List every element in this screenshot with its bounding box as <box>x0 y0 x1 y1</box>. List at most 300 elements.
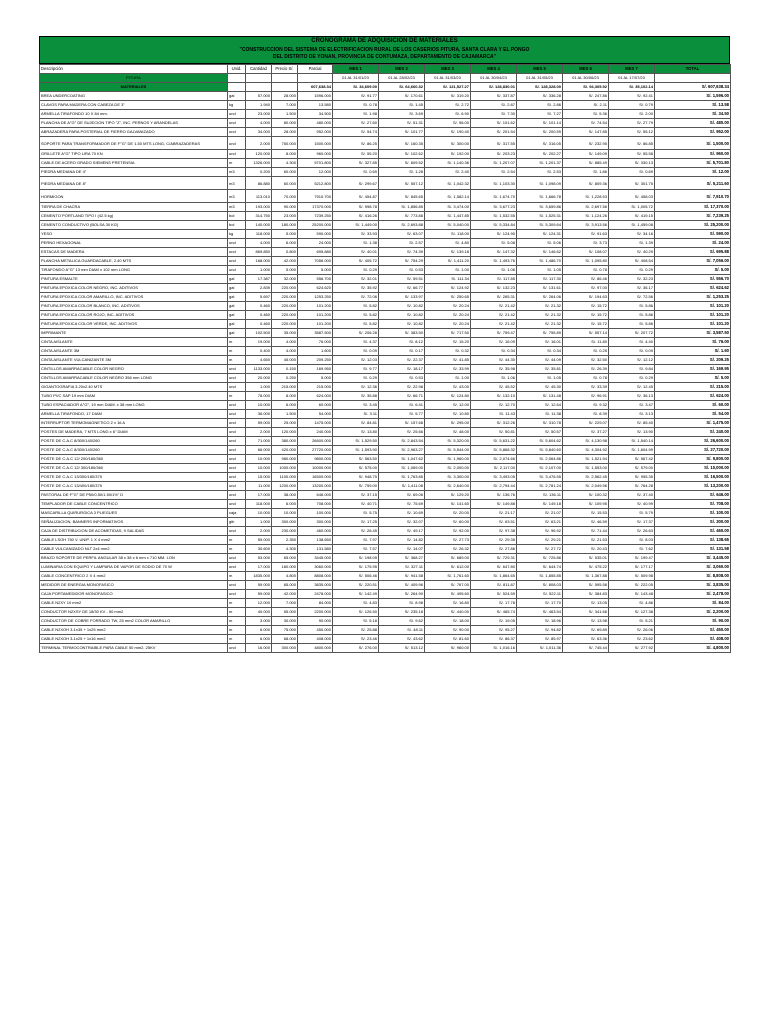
item-description: PIEDRA MEDIANA DE 4" <box>40 168 228 177</box>
item-unit: und <box>228 590 246 599</box>
item-total: S/. 7,910.70 <box>655 190 731 203</box>
item-total: S/. 450.00 <box>655 626 731 635</box>
item-mes-4: S/. 17.78 <box>471 599 517 608</box>
item-total: S/. 5,211.60 <box>655 177 731 190</box>
item-mes-5: S/. 202.27 <box>517 150 563 159</box>
item-unit: m <box>228 536 246 545</box>
item-mes-5: S/. 21.32 <box>517 320 563 329</box>
item-mes-2: S/. 14.07 <box>379 545 425 554</box>
item-mes-3: S/. 5,544.00 <box>425 446 471 455</box>
mes-7-range: 01 AL 17/07/23 <box>609 74 655 83</box>
item-mes-2: S/. 5.77 <box>379 410 425 419</box>
item-mes-2: S/. 0.53 <box>379 266 425 275</box>
item-mes-7: S/. 764.28 <box>609 482 655 491</box>
item-mes-3: S/. 4.80 <box>425 239 471 248</box>
item-mes-5: S/. 2.53 <box>517 168 563 177</box>
item-mes-2: S/. 941.58 <box>379 572 425 581</box>
table-row <box>40 392 731 401</box>
item-mes-4: S/. 1.06 <box>471 374 517 383</box>
item-parcial: 960.000 <box>298 150 333 159</box>
item-parcial: 34.500 <box>298 110 333 119</box>
item-mes-3: S/. 0.32 <box>425 347 471 356</box>
table-row <box>40 536 731 545</box>
item-mes-7: S/. 408.54 <box>609 257 655 266</box>
item-description: CABLE LSOH 750 V. UNIP. 1 X 4 mm2 <box>40 536 228 545</box>
item-mes-3: S/. 295.00 <box>425 419 471 428</box>
group-mes-3: S/. 121,527.27 <box>425 83 471 92</box>
item-description: PASTORAL DE F°G° DE P50/0.50/1.50/1½" D <box>40 491 228 500</box>
item-quantity: 30.600 <box>246 545 272 554</box>
item-parcial: 624.000 <box>298 392 333 401</box>
item-unit: und <box>228 554 246 563</box>
item-mes-5: S/. 200.59 <box>517 128 563 137</box>
item-description: CAJA DE DISTRIBUCION DE ACOMETIDAS, 9 SALIDAS <box>40 527 228 536</box>
item-description: PINTURA EPOXICA COLOR BLANCO, INC. ADITIVOS <box>40 302 228 311</box>
item-mes-7: S/. 177.17 <box>609 563 655 572</box>
item-price: 120.000 <box>272 428 298 437</box>
item-mes-1: S/. 40.01 <box>333 248 379 257</box>
table-row <box>40 401 731 410</box>
item-mes-1: S/. 54.74 <box>333 128 379 137</box>
table-row <box>40 554 731 563</box>
item-mes-7: S/. 207.72 <box>609 329 655 338</box>
item-mes-7: S/. 12.45 <box>609 383 655 392</box>
item-mes-5: S/. 45.30 <box>517 383 563 392</box>
item-unit: und <box>228 455 246 464</box>
item-parcial: 3587.500 <box>298 329 333 338</box>
item-description: PINTURA EPOXICA COLOR VERDE, INC. ADITIVOS <box>40 320 228 329</box>
item-parcial: 10000.000 <box>298 464 333 473</box>
item-description: YESO <box>40 230 228 239</box>
item-mes-2: S/. 22.37 <box>379 356 425 365</box>
item-quantity: 113.010 <box>246 190 272 203</box>
table-row <box>40 203 731 212</box>
table-row <box>40 311 731 320</box>
item-mes-7: S/. 458.03 <box>609 190 655 203</box>
item-total: S/. 7,239.25 <box>655 212 731 221</box>
item-mes-1: S/. 5.75 <box>333 509 379 518</box>
item-unit: gal <box>228 275 246 284</box>
item-quantity: 10.000 <box>246 455 272 464</box>
item-mes-5: S/. 2.86 <box>517 101 563 110</box>
item-description: TEMPLADOR DE CABLE CONCENTRICO <box>40 500 228 509</box>
item-total: S/. 8,808.00 <box>655 572 731 581</box>
item-mes-3: S/. 190.40 <box>425 128 471 137</box>
item-mes-7: S/. 5.86 <box>609 320 655 329</box>
col-unid: Unid. <box>228 65 246 74</box>
item-total: S/. 26,600.00 <box>655 437 731 446</box>
table-row <box>40 137 731 150</box>
item-mes-4: S/. 337.87 <box>471 92 517 101</box>
item-mes-4: S/. 2,794.44 <box>471 482 517 491</box>
item-unit: m <box>228 599 246 608</box>
item-mes-3: S/. 12.00 <box>425 401 471 410</box>
item-mes-2: S/. 557.12 <box>379 177 425 190</box>
item-mes-3: S/. 300.00 <box>425 137 471 150</box>
item-mes-2: S/. 6.41 <box>379 401 425 410</box>
item-mes-1: S/. 5.18 <box>333 617 379 626</box>
item-mes-1: S/. 142.49 <box>333 590 379 599</box>
item-quantity: 2.000 <box>246 527 272 536</box>
item-mes-1: S/. 5.82 <box>333 311 379 320</box>
item-mes-4: S/. 201.54 <box>471 128 517 137</box>
item-unit: gal <box>228 293 246 302</box>
item-mes-1: S/. 998.78 <box>333 203 379 212</box>
item-mes-4: S/. 1,674.70 <box>471 190 517 203</box>
item-unit: gal <box>228 329 246 338</box>
item-mes-2: S/. 22.98 <box>379 383 425 392</box>
item-mes-3: S/. 33.99 <box>425 365 471 374</box>
item-parcial: 13.580 <box>298 101 333 110</box>
item-quantity: 59.000 <box>246 419 272 428</box>
item-price: 60.000 <box>272 168 298 177</box>
col-mes-3: MES 3 <box>425 65 471 74</box>
item-mes-5: S/. 3,659.86 <box>517 203 563 212</box>
item-mes-6: S/. 341.66 <box>563 608 609 617</box>
item-quantity: 193.000 <box>246 203 272 212</box>
item-quantity: 1326.000 <box>246 159 272 168</box>
item-mes-1: S/. 575.00 <box>333 464 379 473</box>
item-mes-6: S/. 8.39 <box>563 410 609 419</box>
item-parcial: 101.200 <box>298 320 333 329</box>
item-mes-4: S/. 3,493.05 <box>471 473 517 482</box>
item-mes-6: S/. 885.49 <box>563 159 609 168</box>
item-mes-5: S/. 1,011.36 <box>517 644 563 653</box>
item-total: S/. 54.00 <box>655 410 731 419</box>
item-mes-7: S/. 26.06 <box>609 626 655 635</box>
item-mes-3: S/. 5,040.00 <box>425 221 471 230</box>
item-mes-6: S/. 63.36 <box>563 635 609 644</box>
item-description: MEDIDOR DE ENERGIA MONOFASICO <box>40 581 228 590</box>
item-description: PLANCHA METALICA GUARDACABLE, 2.40 MTS <box>40 257 228 266</box>
item-quantity: 1.000 <box>246 518 272 527</box>
item-mes-2: S/. 10.82 <box>379 302 425 311</box>
item-mes-2: S/. 0.53 <box>379 374 425 383</box>
item-mes-7: S/. 3.47 <box>609 401 655 410</box>
item-mes-2: S/. 63.07 <box>379 230 425 239</box>
item-description: CABLE VULCANIZADO NLT 2x4 mm2 <box>40 545 228 554</box>
subtitle-line-2: DEL DISTRITO DE YONAN, PROVINCIA DE CONTUMAZA, DEPARTAMENTO DE CAJAMARCA" <box>272 54 497 60</box>
item-total: S/. 138.65 <box>655 536 731 545</box>
item-unit: gal <box>228 320 246 329</box>
item-mes-3: S/. 6.90 <box>425 110 471 119</box>
item-unit: gal <box>228 302 246 311</box>
item-total: S/. 101.20 <box>655 311 731 320</box>
item-mes-4: S/. 44.30 <box>471 356 517 365</box>
item-total: S/. 646.00 <box>655 491 731 500</box>
table-row <box>40 644 731 653</box>
table-row <box>40 221 731 230</box>
item-quantity: 34.000 <box>246 128 272 137</box>
item-unit: und <box>228 383 246 392</box>
group-label: MATERIALES <box>40 83 228 92</box>
item-mes-7: S/. 277.92 <box>609 644 655 653</box>
item-mes-1: S/. 506.46 <box>333 572 379 581</box>
item-mes-2: S/. 74.39 <box>379 248 425 257</box>
item-mes-4: S/. 21.42 <box>471 311 517 320</box>
table-row <box>40 159 731 168</box>
col-mes-7: MES 7 <box>609 65 655 74</box>
item-mes-1: S/. 405.72 <box>333 257 379 266</box>
item-mes-5: S/. 5,604.62 <box>517 437 563 446</box>
item-mes-6: S/. 9.32 <box>563 401 609 410</box>
item-parcial: 27720.000 <box>298 446 333 455</box>
item-parcial: 5701.800 <box>298 159 333 168</box>
item-unit: m3 <box>228 203 246 212</box>
mes-4-range: 01 AL 30/04/23 <box>471 74 517 83</box>
item-quantity: 2.000 <box>246 428 272 437</box>
item-mes-5: S/. 725.86 <box>517 554 563 563</box>
item-mes-6: S/. 3,913.56 <box>563 221 609 230</box>
item-mes-2: S/. 2,843.54 <box>379 437 425 446</box>
item-mes-1: S/. 7.57 <box>333 545 379 554</box>
item-mes-1: S/. 27.60 <box>333 119 379 128</box>
item-mes-6: S/. 15.72 <box>563 320 609 329</box>
item-parcial: 26600.000 <box>298 437 333 446</box>
item-description: CONDUCTOR N2XSY DE 18/30 KV - 50 mm2 <box>40 608 228 617</box>
item-mes-6: S/. 4,304.92 <box>563 446 609 455</box>
item-parcial: 13200.000 <box>298 482 333 491</box>
item-quantity: 869.850 <box>246 248 272 257</box>
item-mes-3: S/. 689.00 <box>425 554 471 563</box>
item-mes-3: S/. 2,640.00 <box>425 482 471 491</box>
item-price: 0.800 <box>272 248 298 257</box>
item-parcial: 76.000 <box>298 338 333 347</box>
item-mes-7: S/. 72.56 <box>609 293 655 302</box>
item-parcial: 646.000 <box>298 491 333 500</box>
item-quantity: 36.000 <box>246 410 272 419</box>
item-parcial: 9800.000 <box>298 455 333 464</box>
table-row <box>40 320 731 329</box>
item-mes-7: S/. 567.42 <box>609 455 655 464</box>
item-total: S/. 101.20 <box>655 320 731 329</box>
item-price: 23.000 <box>272 212 298 221</box>
item-mes-5: S/. 12.64 <box>517 401 563 410</box>
item-mes-5: S/. 17.70 <box>517 599 563 608</box>
table-row <box>40 581 731 590</box>
item-quantity: 5.697 <box>246 293 272 302</box>
item-description: ESTACAS DE MADERA <box>40 248 228 257</box>
item-description: CONDUCTOR DE COBRE FORRADO TW, 25 mm2 COLOR AMARILLO <box>40 617 228 626</box>
table-row <box>40 617 731 626</box>
item-mes-6: S/. 26.39 <box>563 365 609 374</box>
item-mes-7: S/. 13.90 <box>609 428 655 437</box>
item-mes-3: S/. 48.00 <box>425 428 471 437</box>
item-quantity: 4.650 <box>246 356 272 365</box>
item-total: S/. 960.00 <box>655 150 731 159</box>
item-quantity: 1.940 <box>246 101 272 110</box>
item-parcial: 556.700 <box>298 275 333 284</box>
item-total: S/. 408.00 <box>655 635 731 644</box>
item-description: POSTE DE C.A.C 13/300/180/375 <box>40 473 228 482</box>
col-mes-5: MES 5 <box>517 65 563 74</box>
item-mes-6: S/. 1,095.80 <box>563 257 609 266</box>
table-row <box>40 212 731 221</box>
item-quantity: 0.460 <box>246 320 272 329</box>
item-mes-4: S/. 1.06 <box>471 266 517 275</box>
item-mes-5: S/. 264.06 <box>517 293 563 302</box>
item-description: POSTE DE C.A.C 12/ 300/180/360 <box>40 464 228 473</box>
item-mes-4: S/. 759.47 <box>471 329 517 338</box>
item-price: 380.000 <box>272 437 298 446</box>
item-mes-4: S/. 63.51 <box>471 518 517 527</box>
item-mes-7: S/. 7.62 <box>609 545 655 554</box>
item-unit: und <box>228 419 246 428</box>
item-mes-1: S/. 0.69 <box>333 168 379 177</box>
item-mes-5: S/. 808.03 <box>517 581 563 590</box>
item-mes-2: S/. 1.45 <box>379 101 425 110</box>
item-mes-6: S/. 384.83 <box>563 590 609 599</box>
item-quantity: 1.000 <box>246 383 272 392</box>
item-parcial: 215.000 <box>298 383 333 392</box>
item-description: CAJA PORTAMEDIDOR MONOFASICO <box>40 590 228 599</box>
item-total: S/. 60.00 <box>655 401 731 410</box>
item-description: GIGANTOGRAFIA 3.20x2.40 MTS <box>40 383 228 392</box>
item-price: 55.000 <box>272 608 298 617</box>
item-mes-6: S/. 69.89 <box>563 626 609 635</box>
item-mes-4: S/. 312.26 <box>471 419 517 428</box>
item-price: 220.000 <box>272 320 298 329</box>
item-description: POSTE DE C.A.C 13/400/180/375 <box>40 482 228 491</box>
item-price: 5.000 <box>272 230 298 239</box>
item-total: S/. 90.00 <box>655 617 731 626</box>
item-description: HORMIGON <box>40 190 228 203</box>
item-mes-3: S/. 250.65 <box>425 293 471 302</box>
item-mes-4: S/. 317.55 <box>471 137 517 150</box>
item-description: ABRAZADERA PARA POSTERIAL DE FIERRO GALVANIZADO <box>40 128 228 137</box>
item-mes-7: S/. 222.05 <box>609 581 655 590</box>
item-quantity: 53.000 <box>246 554 272 563</box>
item-total: S/. 100.00 <box>655 509 731 518</box>
table-row <box>40 302 731 311</box>
table-row <box>40 356 731 365</box>
item-mes-6: S/. 1.86 <box>563 168 609 177</box>
item-mes-3: S/. 1,960.00 <box>425 455 471 464</box>
item-quantity: 57.000 <box>246 92 272 101</box>
table-row <box>40 473 731 482</box>
item-quantity: 10.000 <box>246 401 272 410</box>
item-description: TERMINAL TERMOCONTRAIBLE PARA CABLE 50 mm2, 25KV <box>40 644 228 653</box>
item-mes-5: S/. 2,781.24 <box>517 482 563 491</box>
col-mes-6: MES 6 <box>563 65 609 74</box>
item-total: S/. 556.70 <box>655 275 731 284</box>
item-mes-4: S/. 132.23 <box>471 284 517 293</box>
col-total: TOTAL <box>655 65 731 74</box>
item-mes-5: S/. 1,855.85 <box>517 572 563 581</box>
item-price: 300.000 <box>272 644 298 653</box>
group-parcial: 607,638.34 <box>298 83 333 92</box>
item-mes-7: S/. 5.86 <box>609 311 655 320</box>
item-quantity: 40.000 <box>246 608 272 617</box>
item-parcial: 169.950 <box>298 365 333 374</box>
item-mes-4: S/. 2,074.66 <box>471 455 517 464</box>
item-total: S/. 12.00 <box>655 168 731 177</box>
group-mes-1: S/. 34,609.00 <box>333 83 379 92</box>
table-row <box>40 248 731 257</box>
table-row <box>40 509 731 518</box>
item-parcial: 25200.000 <box>298 221 333 230</box>
item-unit: kg <box>228 230 246 239</box>
item-mes-3: S/. 124.80 <box>425 392 471 401</box>
item-mes-6: S/. 2.11 <box>563 101 609 110</box>
item-mes-5: S/. 63.21 <box>517 518 563 527</box>
item-total: S/. 624.00 <box>655 392 731 401</box>
item-mes-2: S/. 513.12 <box>379 644 425 653</box>
item-mes-4: S/. 203.23 <box>471 150 517 159</box>
mes-3-range: 01 AL 31/03/23 <box>425 74 471 83</box>
col-precio: Precio S/. <box>272 65 298 74</box>
item-mes-7: S/. 86.85 <box>609 137 655 150</box>
item-mes-2: S/. 1.28 <box>379 168 425 177</box>
item-quantity: 10.000 <box>246 464 272 473</box>
item-mes-4: S/. 5.08 <box>471 239 517 248</box>
table-row <box>40 168 731 177</box>
item-mes-7: S/. 40.99 <box>609 500 655 509</box>
item-mes-5: S/. 96.92 <box>517 527 563 536</box>
item-description: CABLE N2XOH 3-1x25 + 1x16 mm2 <box>40 635 228 644</box>
item-parcial: 5.000 <box>298 266 333 275</box>
item-unit: und <box>228 410 246 419</box>
item-mes-7: S/. 0.29 <box>609 374 655 383</box>
item-mes-1: S/. 3.11 <box>333 410 379 419</box>
item-quantity: 168.000 <box>246 257 272 266</box>
item-mes-6: S/. 1,367.88 <box>563 572 609 581</box>
table-row <box>40 626 731 635</box>
item-description: POSTES DE MADERA, 7 MTS LONG x 6" DIAM <box>40 428 228 437</box>
item-parcial: 952.000 <box>298 128 333 137</box>
item-mes-1: S/. 5.82 <box>333 302 379 311</box>
item-mes-4: S/. 21.17 <box>471 509 517 518</box>
item-mes-3: S/. 18.00 <box>425 617 471 626</box>
item-price: 10.000 <box>272 509 298 518</box>
item-mes-7: S/. 55.58 <box>609 150 655 159</box>
item-quantity: 1835.000 <box>246 572 272 581</box>
item-mes-6: S/. 0.78 <box>563 374 609 383</box>
item-mes-4: S/. 1,493.76 <box>471 257 517 266</box>
item-description: ARMELLA TIRAFONDO 10 X 84 mm. <box>40 110 228 119</box>
item-mes-3: S/. 5,320.00 <box>425 437 471 446</box>
item-parcial: 450.000 <box>298 626 333 635</box>
item-mes-5: S/. 1.05 <box>517 266 563 275</box>
table-row <box>40 599 731 608</box>
item-mes-6: S/. 3.73 <box>563 239 609 248</box>
item-total: S/. 27,720.00 <box>655 446 731 455</box>
item-mes-2: S/. 43.62 <box>379 635 425 644</box>
item-price: 980.000 <box>272 455 298 464</box>
item-unit: gal <box>228 92 246 101</box>
table-row <box>40 275 731 284</box>
item-mes-4: S/. 132.10 <box>471 392 517 401</box>
item-mes-7: S/. 1.39 <box>609 239 655 248</box>
item-description: INTERRUPTOR TERMOMAGNETICO 2 x 16 A <box>40 419 228 428</box>
item-mes-3: S/. 43.00 <box>425 383 471 392</box>
item-price: 4.300 <box>272 545 298 554</box>
item-mes-2: S/. 49.17 <box>379 527 425 536</box>
item-description: CINTA AISLANTE 3M <box>40 347 228 356</box>
item-mes-2: S/. 773.88 <box>379 212 425 221</box>
item-mes-3: S/. 495.60 <box>425 590 471 599</box>
table-row <box>40 572 731 581</box>
item-mes-7: S/. 8.03 <box>609 536 655 545</box>
item-mes-7: S/. 32.23 <box>609 275 655 284</box>
item-mes-3: S/. 90.00 <box>425 626 471 635</box>
item-quantity: 6.000 <box>246 635 272 644</box>
item-total: S/. 708.00 <box>655 500 731 509</box>
item-description: PLANCHA DE A°G° DE SUJECION TIPO "Z", INC. PERNOS Y ARANDELAS <box>40 119 228 128</box>
item-mes-3: S/. 10.80 <box>425 410 471 419</box>
item-mes-1: S/. 35.92 <box>333 284 379 293</box>
item-mes-6: S/. 5.36 <box>563 110 609 119</box>
